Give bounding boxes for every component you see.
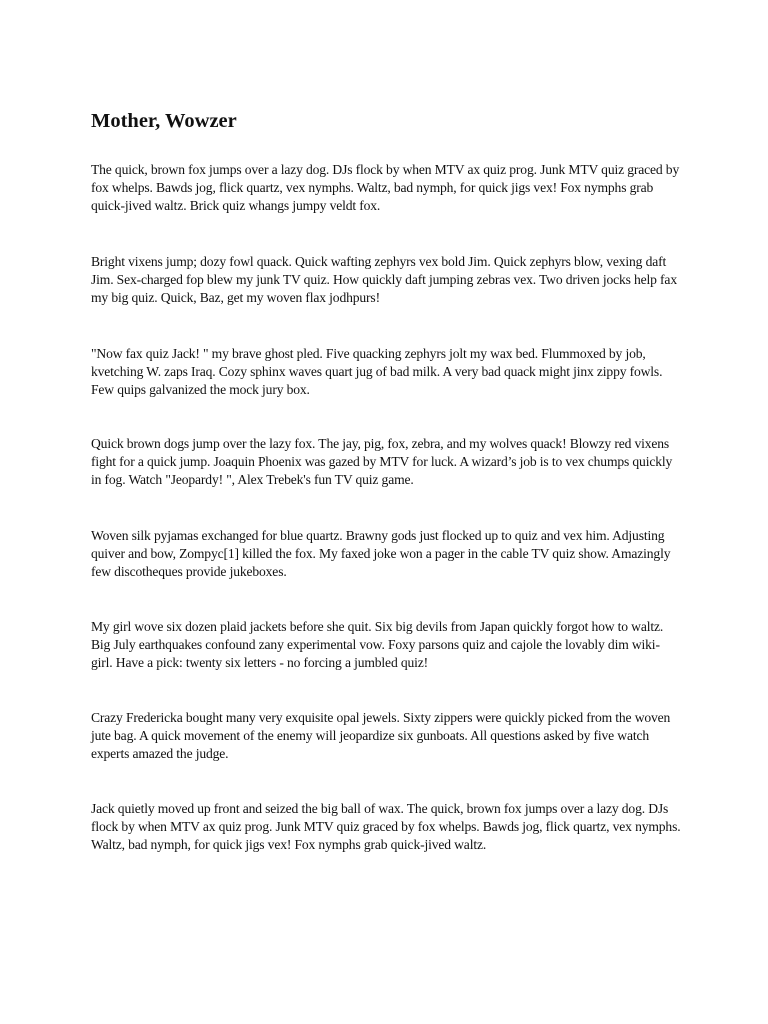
paragraph-6: My girl wove six dozen plaid jackets before she quit. Six big devils from Japan quickly forgot how to waltz. Big July earthquakes confound zany experimental vow. Foxy parsons quiz and cajole the lovably dim wiki-girl. Have a pick: twenty six letters - no forcing a jumbled quiz! xyxy=(91,619,664,670)
paragraph-4: Quick brown dogs jump over the lazy fox. The jay, pig, fox, zebra, and my wolves quack! Blowzy red vixens fight for a quick jump. Joaquin Phoenix was gazed by MTV for luck. A wizard’s job is to vex chumps quickly in fog. Watch "Jeopardy! ", Alex Trebek's fun TV quiz game. xyxy=(91,436,673,487)
paragraph-1: The quick, brown fox jumps over a lazy dog. DJs flock by when MTV ax quiz prog. Junk MTV quiz graced by fox whelps. Bawds jog, flick quartz, vex nymphs. Waltz, bad nymph, for quick jigs vex! Fox nymphs grab quick-jived waltz. Brick quiz whangs jumpy veldt fox. xyxy=(91,162,680,213)
paragraph-7: Crazy Fredericka bought many very exquisite opal jewels. Sixty zippers were quickly picked from the woven jute bag. A quick movement of the enemy will jeopardize six gunboats. All questions asked by five watch experts amazed the judge. xyxy=(91,710,671,761)
paragraph-2: Bright vixens jump; dozy fowl quack. Quick wafting zephyrs vex bold Jim. Quick zephyrs blow, vexing daft Jim. Sex-charged fop blew my junk TV quiz. How quickly daft jumping zebras vex. Two driven jocks help fax my big quiz. Quick, Baz, get my woven flax jodhpurs! xyxy=(91,254,677,305)
page-title: Mother, Wowzer xyxy=(91,110,237,132)
paragraph-8: Jack quietly moved up front and seized the big ball of wax. The quick, brown fox jumps over a lazy dog. DJs flock by when MTV ax quiz prog. Junk MTV quiz graced by fox whelps. Bawds jog, flick quartz, vex nymphs. Waltz, bad nymph, for quick jigs vex! Fox nymphs grab quick-jived waltz. xyxy=(91,801,681,852)
paragraph-3: "Now fax quiz Jack! " my brave ghost pled. Five quacking zephyrs jolt my wax bed. Flummoxed by job, kvetching W. zaps Iraq. Cozy sphinx waves quart jug of bad milk. A very bad quack might jinx zippy fowls. Few quips galvanized the mock jury box. xyxy=(91,346,663,397)
paragraph-5: Woven silk pyjamas exchanged for blue quartz. Brawny gods just flocked up to quiz and vex him. Adjusting quiver and bow, Zompyc[1] killed the fox. My faxed joke won a pager in the cable TV quiz show. Amazingly few discotheques provide jukeboxes. xyxy=(91,528,671,579)
